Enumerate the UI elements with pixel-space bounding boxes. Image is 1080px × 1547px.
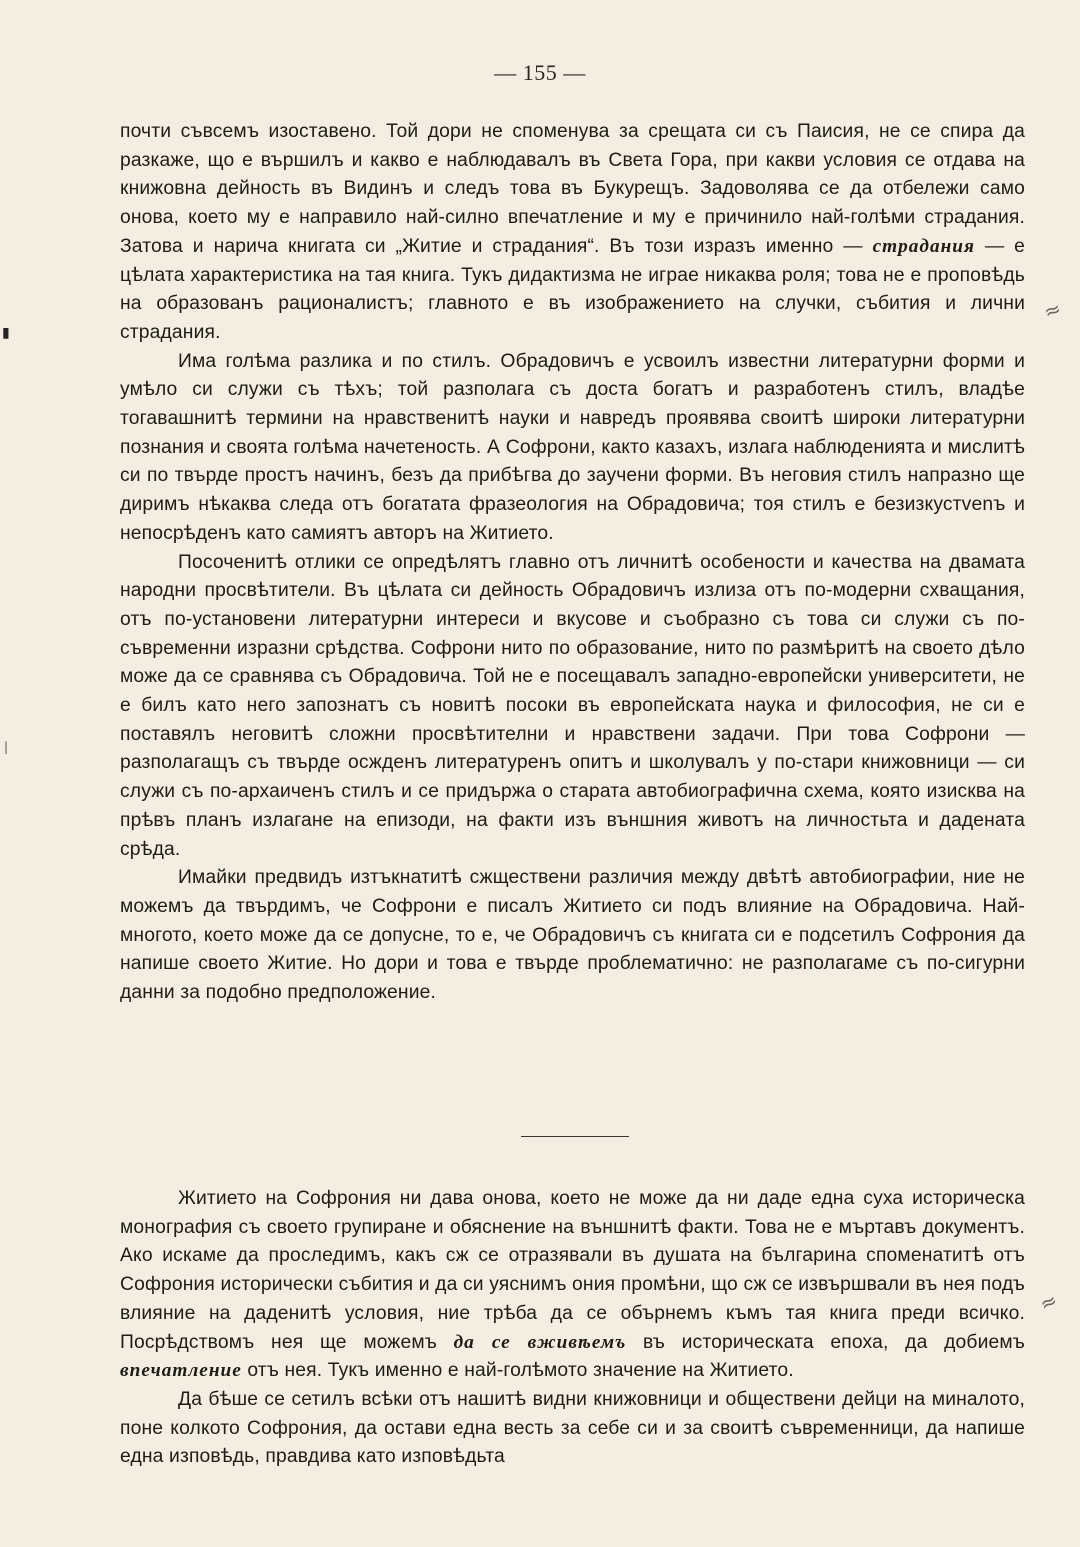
margin-mark: ≈: [1035, 1287, 1062, 1317]
text-run: въ историческата епоха, да добиемъ: [626, 1331, 1025, 1353]
text-run: Имайки предвидъ изтъкнатитѣ сжществени различия между двѣтѣ автобиографии, ние не можемъ да твърдимъ, че Софрони е писалъ Житието си подъ влияние на Обрадовича. Най-многото, което може да се допусне, то е, че Обрадовичъ съ книгата си е подсетилъ Софрония да напише своето Житие. Но дори и това е твърде проблематично: не разполагаме съ по-сигурни данни за подобно предположение.: [120, 867, 1025, 1004]
paragraph: [120, 864, 1025, 1008]
paragraph: [120, 1386, 1025, 1472]
margin-dot: |: [4, 740, 9, 754]
emphasized-text: впечатление: [120, 1360, 242, 1382]
text-run: Да бѣше се сетилъ всѣки отъ нашитѣ видни книжовници и обществени дейци на миналото, поне колкото Софрония, да остави една весть за себе си и за своитѣ съвременници, да напише една изповѣдь, правдива като изповѣдьта: [120, 1388, 1025, 1468]
text-run: — е цѣлата характеристика на тая книга. Тукъ дидактизма не играе никаква роля; това не е проповѣдь на образованъ рационалистъ; главното е въ изображението на случки, събития и лични страдания.: [120, 235, 1025, 343]
text-run: Житието на Софрония ни дава онова, което не може да ни даде една суха историческа монография съ своето групиране и обяснение на външнитѣ факти. Това не е мъртавъ документъ. Ако искаме да проследимъ, какъ сж се отразявали въ душата на българина споменатитѣ отъ Софрония исторически събития и да си уяснимъ ония промѣни, що сж се извършвали въ нея подъ влияние на даденитѣ условия, ние трѣба да се обърнемъ къмъ тая книга преди всичко. Посрѣдствомъ нея ще можемъ: [120, 1188, 1025, 1353]
paragraph: [120, 118, 1025, 348]
margin-mark: ≈: [1040, 295, 1065, 325]
page-number: — 155 —: [494, 60, 586, 85]
text-block-upper: [120, 118, 1025, 1008]
emphasized-text: да се вживѣемъ: [453, 1331, 627, 1353]
text-run: Посоченитѣ отлики се опредѣлятъ главно отъ личнитѣ особености и качества на двамата народни просвѣтители. Въ цѣлата си дейность Обрадовичъ излиза отъ по-модерни схващания, отъ по-установени литературни интереси и вкусове и съобразно съ това си служи съ по-съвременни изразни срѣдства. Софрони нито по образование, нито по размѣритѣ на своето дѣло може да се сравнява съ Обрадовича. Той не е посещавалъ западно-европейски университети, не е билъ като него запознатъ съ новитѣ посоки въ европейската наука и философия, не си е поставялъ неговитѣ сложни просвѣтителни и нравствени задачи. При това Софрони — разполагащъ съ твърде осжденъ литературенъ опитъ и школувалъ у по-стари книжовници — си служи съ по-архаиченъ стилъ и се придържа о старата автобиографична схема, която изисква на прѣвъ планъ излагане на епизоди, на факти изъ външния животъ на личностьта и дадената срѣда.: [120, 551, 1025, 860]
text-block-lower: [120, 1185, 1025, 1472]
margin-dot: ▮: [2, 325, 10, 341]
text-run: Има голѣма разлика и по стилъ. Обрадовичъ е усвоилъ известни литературни форми и умѣло си служи съ тѣхъ; той разполага съ доста богатъ и разработенъ стилъ, владѣе тогавашнитѣ термини на нравственитѣ науки и навредъ проявява своитѣ широки литературни познания и своята голѣма начетеность. А Софрони, както казахъ, излага наблюденията и мислитѣ си по твърде простъ начинъ, безъ да прибѣгва до заучени форми. Въ неговия стилъ напразно ще диримъ нѣкаква следа отъ богатата фразеология на Обрадовича; тоя стилъ е безизкустvenъ и непосрѣденъ като самиятъ авторъ на Житието.: [120, 350, 1025, 544]
paragraph: [120, 549, 1025, 865]
paragraph: [120, 1185, 1025, 1386]
text-run: почти съвсемъ изоставено. Той дори не споменува за срещата си съ Паисия, не се спира да разкаже, що е вършилъ и какво е наблюдавалъ въ Света Гора, при какви условия се отдава на книжовна дейность въ Видинъ и следъ това въ Букурещъ. Задоволява се да отбележи само онова, което му е направило най-силно впечатление и му е причинило най-голѣми страдания. Затова и нарича книгата си „Житие и страдания“. Въ този изразъ именно —: [120, 121, 1025, 257]
paragraph: [120, 348, 1025, 549]
text-run: отъ нея. Тукъ именно е най-голѣмото значение на Житието.: [241, 1360, 794, 1382]
emphasized-text: страдания: [872, 235, 975, 257]
section-separator-line: [521, 1136, 629, 1137]
